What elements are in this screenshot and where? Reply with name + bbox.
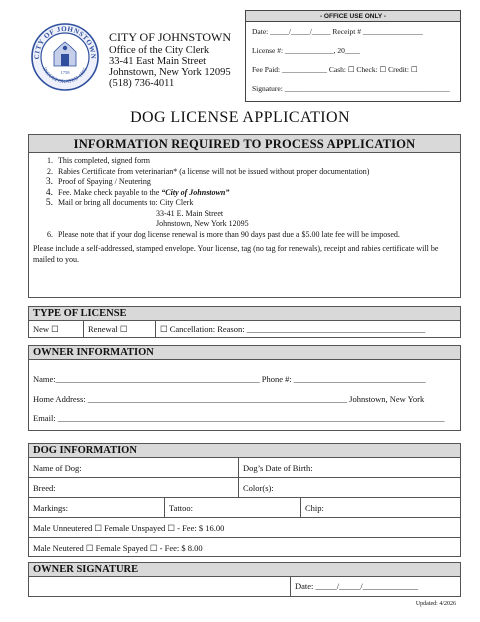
colors-field[interactable]: Color(s): bbox=[243, 483, 274, 493]
new-license-checkbox[interactable]: New ☐ bbox=[29, 321, 84, 337]
tattoo-field[interactable]: Tattoo: bbox=[165, 498, 301, 517]
email-field[interactable]: Email: ___________________________________________________________________________________________ bbox=[33, 413, 445, 423]
owner-name-phone-field[interactable]: Name:________________________________________________ Phone #: _______________________________ bbox=[33, 374, 426, 384]
license-type-section bbox=[28, 306, 461, 338]
neutered-fee-option[interactable]: Male Neutered ☐ Female Spayed ☐ - Fee: $ 8.00 bbox=[33, 543, 203, 553]
svg-text:CITY OF JOHNSTOWN: CITY OF JOHNSTOWN bbox=[32, 24, 98, 60]
city-name: CITY OF JOHNSTOWN bbox=[109, 30, 232, 44]
city-state-zip: Johnstown, New York 12095 bbox=[109, 67, 231, 78]
office-signature-field[interactable]: Signature: ____________________________________________ bbox=[252, 84, 450, 93]
phone-number: (518) 736-4011 bbox=[109, 78, 175, 89]
svg-text:INCORPORATED 1895: INCORPORATED 1895 bbox=[40, 66, 90, 86]
city-seal bbox=[30, 22, 100, 92]
license-type-heading: TYPE OF LICENSE bbox=[29, 307, 460, 321]
dog-information-heading: DOG INFORMATION bbox=[29, 444, 460, 458]
owner-information-heading: OWNER INFORMATION bbox=[29, 346, 460, 360]
list-item: 4. Fee. Make check payable to the “City of Johnstown” bbox=[45, 187, 230, 198]
dog-birth-date-field[interactable]: Dog’s Date of Birth: bbox=[243, 463, 313, 473]
owner-information-section bbox=[28, 345, 461, 431]
list-item: 1. This completed, signed form bbox=[47, 156, 150, 165]
updated-date: Updated: 4/2026 bbox=[415, 601, 456, 607]
list-item: 2. Rabies Certificate from veterinarian* (a license will not be issued without proper documentation) bbox=[47, 166, 370, 176]
office-license-field[interactable]: License #: _____________, 20____ bbox=[252, 46, 360, 55]
requirements-section bbox=[28, 134, 461, 298]
dog-name-field[interactable]: Name of Dog: bbox=[29, 458, 239, 477]
breed-field[interactable]: Breed: bbox=[29, 478, 239, 497]
dog-information-section bbox=[28, 443, 461, 557]
page-title: DOG LICENSE APPLICATION bbox=[130, 109, 350, 126]
office-date-receipt-field[interactable]: Date: _____/_____/_____ Receipt # ________________ bbox=[252, 27, 423, 36]
markings-field[interactable]: Markings: bbox=[29, 498, 165, 517]
street-address: 33-41 East Main Street bbox=[109, 56, 207, 67]
owner-signature-heading: OWNER SIGNATURE bbox=[29, 563, 460, 577]
list-item: 5. Mail or bring all documents to: City Clerk 33-41 E. Main Street Johnstown, New York 12095 bbox=[45, 198, 249, 228]
office-use-heading: - OFFICE USE ONLY - bbox=[246, 11, 460, 22]
chip-field[interactable]: Chip: bbox=[305, 503, 324, 513]
list-item: 6. Please note that if your dog license renewal is more than 90 days past due a $5.00 late fee will be imposed. bbox=[47, 229, 400, 239]
cancellation-checkbox[interactable]: ☐ Cancellation: Reason: __________________________________________ bbox=[160, 324, 426, 334]
office-name: Office of the City Clerk bbox=[109, 45, 210, 56]
list-item: 3. Proof of Spaying / Neutering bbox=[45, 177, 151, 187]
home-address-field[interactable]: Home Address: _____________________________________________________________ Johnstown, New York bbox=[33, 394, 425, 404]
renewal-checkbox[interactable]: Renewal ☐ bbox=[84, 321, 156, 337]
signature-field[interactable] bbox=[29, 577, 291, 596]
requirements-list bbox=[29, 153, 460, 240]
office-fee-paid-field[interactable]: Fee Paid: ____________ Cash: ☐ Check: ☐ Credit: ☐ bbox=[252, 65, 418, 74]
city-address-block bbox=[109, 31, 231, 89]
signature-date-field[interactable]: Date: _____/_____/_____________ bbox=[295, 581, 419, 591]
svg-text:1758: 1758 bbox=[60, 70, 70, 75]
unneutered-fee-option[interactable]: Male Unneutered ☐ Female Unspayed ☐ - Fee: $ 16.00 bbox=[33, 523, 225, 533]
office-use-box bbox=[245, 10, 461, 102]
requirements-heading: INFORMATION REQUIRED TO PROCESS APPLICATION bbox=[29, 135, 460, 153]
owner-signature-section bbox=[28, 562, 461, 597]
mailing-note: Please include a self-addressed, stamped envelope. Your license, tag (no tag for renewals), receipt and rabies certificate will be mailed to you. bbox=[33, 244, 439, 264]
